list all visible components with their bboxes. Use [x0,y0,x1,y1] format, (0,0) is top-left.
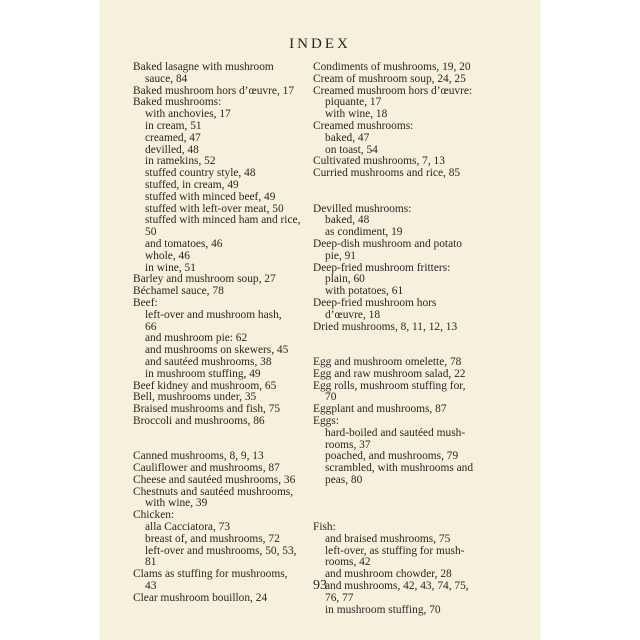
index-entry: with wine, 39 [145,497,208,510]
index-entry: 70 [325,391,337,404]
index-entry: left-over and mushroom hash, [145,308,282,321]
index-entry: Baked mushrooms: [133,96,222,109]
index-entry: Creamed mushrooms: [313,119,414,132]
index-entry: and mushroom chowder, 28 [325,568,452,581]
index-gap [133,428,323,440]
index-entry: Beef kidney and mushroom, 65 [133,379,277,392]
index-entry: peas, 80 [325,473,363,486]
index-entry: in wine, 51 [145,261,196,274]
index-gap [313,180,503,192]
index-entry: scrambled, with mushrooms and [325,462,474,475]
index-entry: stuffed with minced beef, 49 [145,190,276,203]
index-entry: with potatoes, 61 [325,285,404,298]
index-entry: Cauliflower and mushrooms, 87 [133,462,280,475]
index-entry: baked, 48 [325,214,370,227]
index-entry: pie, 91 [325,249,357,262]
index-gap [313,333,503,345]
index-gap [313,487,503,499]
index-entry: in mushroom stuffing, 70 [325,603,441,616]
index-entry: d’œuvre, 18 [325,308,381,321]
index-entry: and braised mushrooms, 75 [325,532,451,545]
index-entry: piquante, 17 [325,96,382,109]
index-entry: Fish: [313,521,336,534]
index-column-left [133,62,323,605]
index-entry: and tomatoes, 46 [145,237,223,250]
index-entry: Deep-fried mushroom hors [313,296,437,309]
index-entry: Egg rolls, mushroom stuffing for, [313,379,466,392]
index-entry: Eggs: [313,414,339,427]
index-entry: Braised mushrooms and fish, 75 [133,403,281,416]
index-entry: as condiment, 19 [325,226,403,239]
index-entry: Cream of mushroom soup, 24, 25 [313,72,466,85]
index-entry: Creamed mushroom hors d’œuvre: [313,84,473,97]
index-entry: alla Cacciatora, 73 [145,521,231,534]
index-entry: and mushrooms, 42, 43, 74, 75, [325,580,469,593]
index-entry: with wine, 18 [325,108,388,121]
index-entry: Baked lasagne with mushroom [133,61,274,73]
index-entry: and mushroom pie: 62 [145,332,248,345]
index-entry: Broccoli and mushrooms, 86 [133,414,265,427]
index-entry: Chestnuts and sautéed mushrooms, [133,485,294,498]
index-entry: Dried mushrooms, 8, 11, 12, 13 [313,320,458,333]
index-entry: Deep-fried mushroom fritters: [313,261,451,274]
index-entry: and sautéed mushrooms, 38 [145,355,272,368]
index-entry: 43 [145,580,157,593]
index-entry: Barley and mushroom soup, 27 [133,273,276,286]
index-entry: stuffed, in cream, 49 [145,178,239,191]
index-entry: Clear mushroom bouillon, 24 [133,591,268,604]
index-entry: Eggplant and mushrooms, 87 [313,403,447,416]
page-number: 93 [313,578,327,593]
index-entry: breast of, and mushrooms, 72 [145,532,280,545]
index-gap [313,192,503,204]
index-entry: poached, and mushrooms, 79 [325,450,459,463]
index-entry: 66 [145,320,157,333]
index-entry: devilled, 48 [145,143,199,156]
index-entry: rooms, 37 [325,438,371,451]
index-entry: Chicken: [133,509,175,522]
index-column-right [313,62,503,616]
index-entry: Clams as stuffing for mushrooms, [133,568,288,581]
index-entry: left-over and mushrooms, 50, 53, [145,544,297,557]
index-entry: and mushrooms on skewers, 45 [145,344,289,357]
index-entry: left-over, as stuffing for mush- [325,544,465,557]
index-entry: Canned mushrooms, 8, 9, 13 [133,450,264,463]
index-entry: Cultivated mushrooms, 7, 13 [313,155,445,168]
index-entry: on toast, 54 [325,143,378,156]
index-gap [313,498,503,510]
index-gap [313,510,503,522]
index-entry: baked, 47 [325,131,370,144]
index-entry: Egg and mushroom omelette, 78 [313,355,462,368]
index-entry: Baked mushroom hors d’œuvre, 17 [133,84,295,97]
index-entry: rooms, 42 [325,556,371,569]
page-title: INDEX [289,36,351,52]
index-entry: 50 [145,226,157,239]
index-entry: stuffed with left-over meat, 50 [145,202,284,215]
index-entry: in mushroom stuffing, 49 [145,367,261,380]
index-entry: hard-boiled and sautéed mush- [325,426,466,439]
index-entry: Curried mushrooms and rice, 85 [313,167,461,180]
index-entry: Cheese and sautéed mushrooms, 36 [133,473,296,486]
index-entry: in ramekins, 52 [145,155,216,168]
index-entry: stuffed country style, 48 [145,167,256,180]
index-entry: in cream, 51 [145,119,202,132]
index-entry: sauce, 84 [145,72,188,85]
index-entry: Condiments of mushrooms, 19, 20 [313,61,471,73]
index-entry: Beef: [133,296,158,309]
index-entry: plain, 60 [325,273,365,286]
index-entry: Devilled mushrooms: [313,202,412,215]
index-entry: with anchovies, 17 [145,108,231,121]
index-entry: Béchamel sauce, 78 [133,285,224,298]
index-entry: Bell, mushrooms under, 35 [133,391,257,404]
index-entry: 81 [145,556,157,569]
index-entry: Egg and raw mushroom salad, 22 [313,367,466,380]
index-entry: 76, 77 [325,591,354,604]
index-entry: whole, 46 [145,249,190,262]
index-entry: stuffed with minced ham and rice, [145,214,301,227]
index-entry: Deep-dish mushroom and potato [313,237,463,250]
index-entry: creamed, 47 [145,131,201,144]
